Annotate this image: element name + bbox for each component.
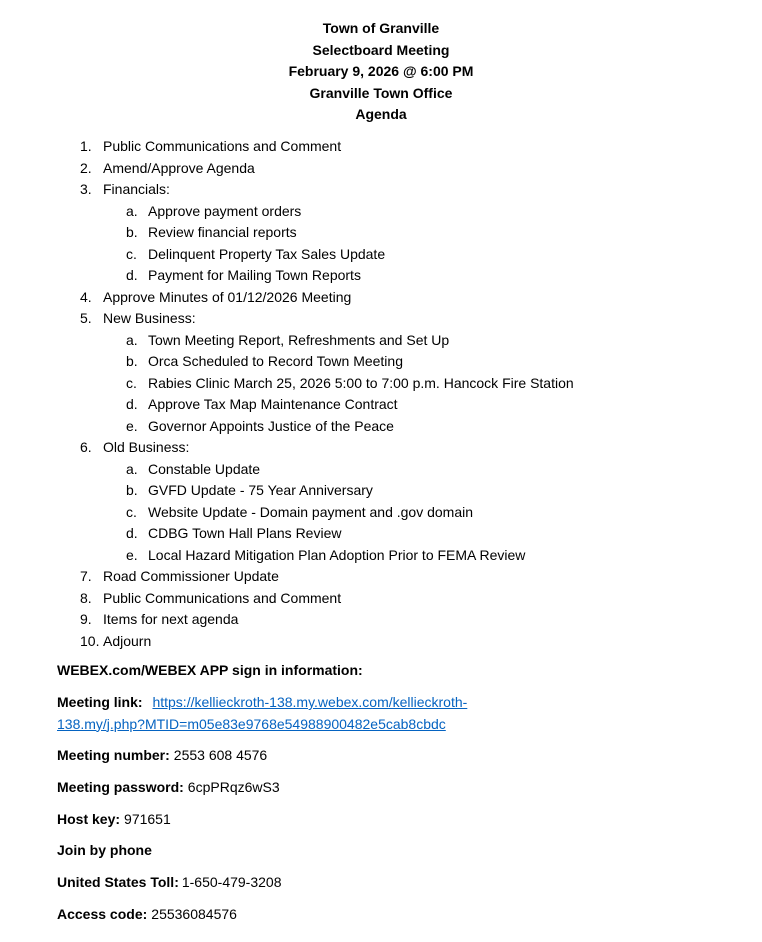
item-text: Road Commissioner Update: [103, 568, 279, 584]
meeting-password-label: Meeting password:: [57, 779, 184, 795]
meeting-number-label: Meeting number:: [57, 747, 170, 763]
subitem-text: Delinquent Property Tax Sales Update: [148, 245, 386, 262]
item-text: Adjourn: [103, 632, 152, 649]
meeting-type: Selectboard Meeting: [312, 41, 450, 58]
agenda-list: [0, 136, 762, 652]
agenda-subitem: [0, 201, 762, 223]
subitem-letter: e.: [126, 546, 138, 563]
meeting-number-row: [57, 745, 267, 767]
item-number: 4.: [80, 288, 92, 305]
subitem-text: Constable Update: [148, 460, 261, 477]
item-text: Public Communications and Comment: [103, 138, 342, 154]
item-number: 2.: [80, 159, 92, 176]
agenda-item: [0, 179, 762, 201]
host-key-row: [57, 809, 171, 831]
subitem-text: Rabies Clinic March 25, 2026 5:00 to 7:00 p.m. Hancock Fire Station: [148, 374, 574, 391]
meeting-link-label: Meeting link:: [57, 694, 143, 710]
access-code-value: 25536084576: [151, 906, 237, 922]
agenda-item: [0, 287, 762, 309]
subitem-letter: a.: [126, 331, 138, 348]
subitem-letter: b.: [126, 353, 138, 369]
agenda-subitem: [0, 480, 762, 502]
agenda-subitem: [0, 416, 762, 438]
agenda-subitem: [0, 351, 762, 373]
item-number: 10.: [80, 632, 100, 649]
us-toll-row: [57, 872, 282, 894]
host-key-label: Host key:: [57, 811, 121, 827]
agenda-subitem: [0, 502, 762, 524]
subitem-text: Orca Scheduled to Record Town Meeting: [148, 353, 403, 369]
agenda-item: [0, 609, 762, 631]
meeting-password-value: 6cpPRqz6wS3: [187, 779, 280, 795]
subitem-letter: a.: [126, 460, 138, 477]
document-header: [0, 18, 762, 126]
subitem-letter: b.: [126, 224, 138, 240]
item-text: Financials:: [103, 181, 170, 197]
subitem-letter: d.: [126, 525, 138, 541]
subitem-letter: c.: [126, 245, 137, 262]
agenda-subitem: [0, 459, 762, 481]
agenda-item: [0, 158, 762, 180]
subitem-text: Website Update - Domain payment and .gov domain: [148, 503, 474, 520]
item-text: Amend/Approve Agenda: [103, 159, 255, 176]
subitem-text: Review financial reports: [148, 224, 297, 240]
agenda-subitem: [0, 222, 762, 244]
agenda-subitem: [0, 244, 762, 266]
agenda-subitem: [0, 265, 762, 287]
meeting-link-line1[interactable]: https://kellieckroth-138.my.webex.com/kellieckroth-: [152, 694, 468, 710]
host-key-value: 971651: [124, 811, 171, 827]
agenda-item: [0, 308, 762, 330]
item-text: Approve Minutes of 01/12/2026 Meeting: [103, 288, 352, 305]
subitem-text: Local Hazard Mitigation Plan Adoption Prior to FEMA Review: [148, 546, 526, 563]
meeting-password-row: [57, 777, 280, 799]
access-code-row: [57, 904, 237, 926]
agenda-subitem: [0, 373, 762, 395]
subitem-letter: d.: [126, 396, 138, 412]
item-number: 9.: [80, 611, 92, 627]
subitem-text: Town Meeting Report, Refreshments and Set Up: [148, 331, 450, 348]
subitem-letter: a.: [126, 202, 138, 219]
subitem-text: Approve payment orders: [148, 202, 302, 219]
item-text: New Business:: [103, 310, 196, 326]
item-text: Old Business:: [103, 439, 190, 455]
join-by-phone-heading: Join by phone: [57, 842, 152, 858]
agenda-subitem: [0, 523, 762, 545]
agenda-item: [0, 136, 762, 158]
agenda-item: [0, 588, 762, 610]
subitem-text: GVFD Update - 75 Year Anniversary: [148, 482, 373, 498]
item-number: 5.: [80, 310, 92, 326]
item-text: Public Communications and Comment: [103, 589, 342, 606]
agenda-item: [0, 631, 762, 653]
meeting-datetime: February 9, 2026 @ 6:00 PM: [288, 63, 474, 79]
agenda-item: [0, 437, 762, 459]
us-toll-value: 1-650-479-3208: [181, 874, 282, 890]
meeting-link-line2[interactable]: 138.my/j.php?MTID=m05e83e9768e54988900482e5cab8cbdc: [57, 715, 446, 732]
town-name: Town of Granville: [322, 20, 440, 36]
agenda-subitem: [0, 394, 762, 416]
webex-heading: WEBEX.com/WEBEX APP sign in information:: [57, 662, 363, 678]
us-toll-label: United States Toll:: [57, 874, 179, 890]
item-number: 7.: [80, 568, 92, 584]
subitem-text: Governor Appoints Justice of the Peace: [148, 417, 394, 434]
subitem-text: Approve Tax Map Maintenance Contract: [148, 396, 398, 412]
subitem-text: Payment for Mailing Town Reports: [148, 267, 361, 283]
subitem-letter: c.: [126, 503, 137, 520]
agenda-title: Agenda: [355, 106, 407, 122]
subitem-letter: e.: [126, 417, 138, 434]
subitem-letter: d.: [126, 267, 138, 283]
meeting-number-value: 2553 608 4576: [173, 747, 268, 763]
item-number: 6.: [80, 439, 92, 455]
agenda-subitem: [0, 545, 762, 567]
subitem-letter: b.: [126, 482, 138, 498]
item-number: 8.: [80, 589, 92, 606]
item-text: Items for next agenda: [103, 611, 239, 627]
item-number: 1.: [80, 138, 92, 154]
agenda-item: [0, 566, 762, 588]
meeting-link-block: [57, 692, 467, 735]
subitem-letter: c.: [126, 374, 137, 391]
meeting-location: Granville Town Office: [309, 84, 453, 101]
subitem-text: CDBG Town Hall Plans Review: [148, 525, 342, 541]
item-number: 3.: [80, 181, 92, 197]
agenda-subitem: [0, 330, 762, 352]
access-code-label: Access code:: [57, 906, 148, 922]
